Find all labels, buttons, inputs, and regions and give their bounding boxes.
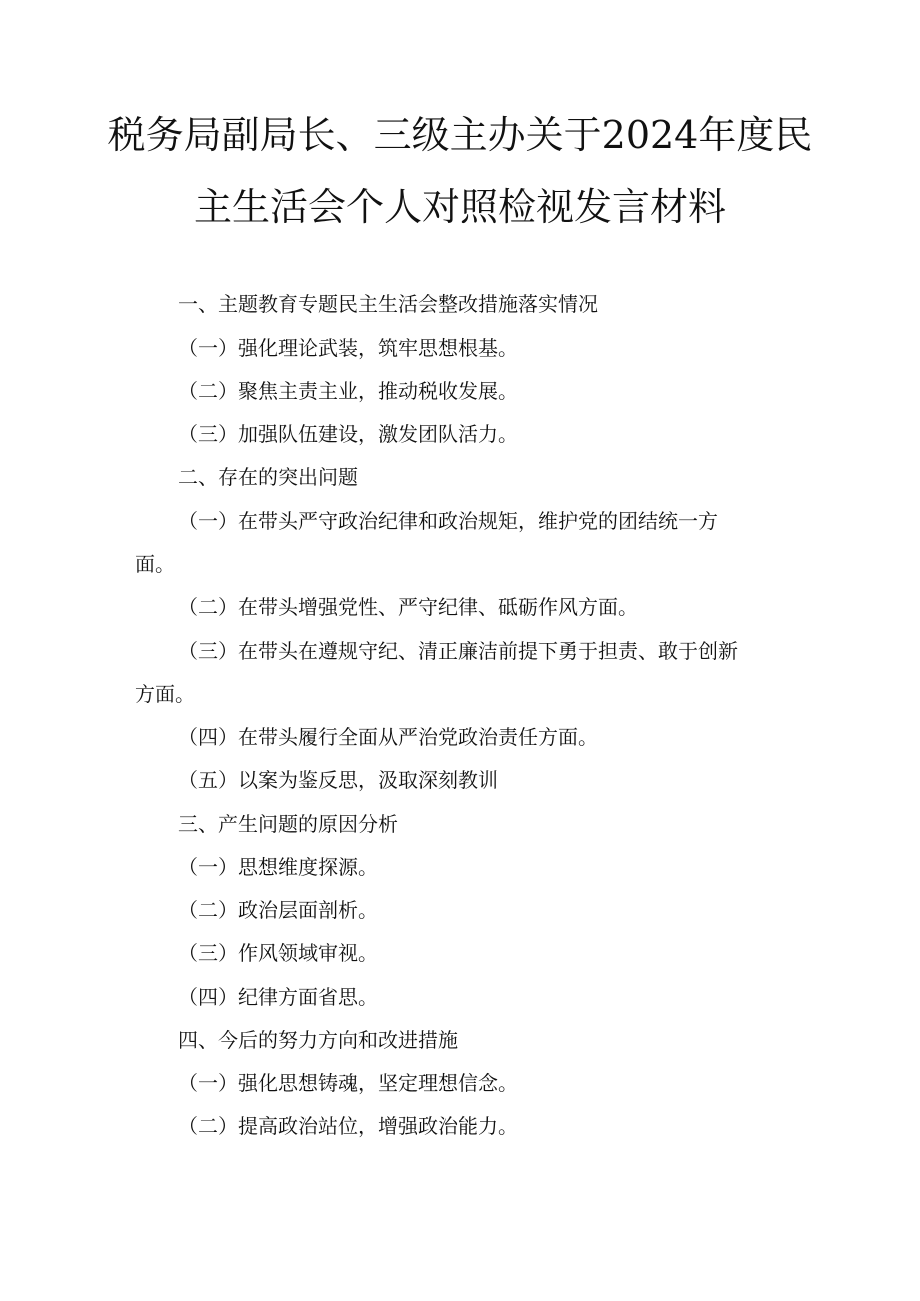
section-heading-2: 二、存在的突出问题 — [178, 465, 358, 489]
subsection-4-2: （二）提高政治站位，增强政治能力。 — [178, 1114, 518, 1138]
document-title-line-2: 主生活会个人对照检视发言材料 — [193, 185, 726, 229]
subsection-3-2: （二）政治层面剖析。 — [178, 898, 378, 922]
subsection-2-4: （四）在带头履行全面从严治党政治责任方面。 — [178, 725, 598, 749]
subsection-1-2: （二）聚焦主责主业，推动税收发展。 — [178, 379, 518, 403]
subsection-3-3: （三）作风领域审视。 — [178, 941, 378, 965]
subsection-4-1: （一）强化思想铸魂，坚定理想信念。 — [178, 1071, 518, 1095]
subsection-2-5: （五）以案为鉴反思，汲取深刻教训 — [178, 768, 498, 792]
subsection-2-3-line-1: （三）在带头在遵规守纪、清正廉洁前提下勇于担责、敢于创新 — [178, 639, 738, 663]
subsection-2-1-line-1: （一）在带头严守政治纪律和政治规矩，维护党的团结统一方 — [178, 509, 718, 533]
subsection-1-1: （一）强化理论武装，筑牢思想根基。 — [178, 336, 518, 360]
subsection-2-1-line-2: 面。 — [135, 552, 175, 576]
section-heading-1: 一、主题教育专题民主生活会整改措施落实情况 — [178, 292, 598, 316]
subsection-3-1: （一）思想维度探源。 — [178, 855, 378, 879]
subsection-2-3-line-2: 方面。 — [135, 682, 195, 706]
subsection-1-3: （三）加强队伍建设，激发团队活力。 — [178, 422, 518, 446]
document-title-line-1: 税务局副局长、三级主办关于2024年度民 — [107, 113, 813, 157]
section-heading-3: 三、产生问题的原因分析 — [178, 812, 398, 836]
subsection-2-2: （二）在带头增强党性、严守纪律、砥砺作风方面。 — [178, 595, 638, 619]
section-heading-4: 四、今后的努力方向和改进措施 — [178, 1028, 458, 1052]
subsection-3-4: （四）纪律方面省思。 — [178, 985, 378, 1009]
